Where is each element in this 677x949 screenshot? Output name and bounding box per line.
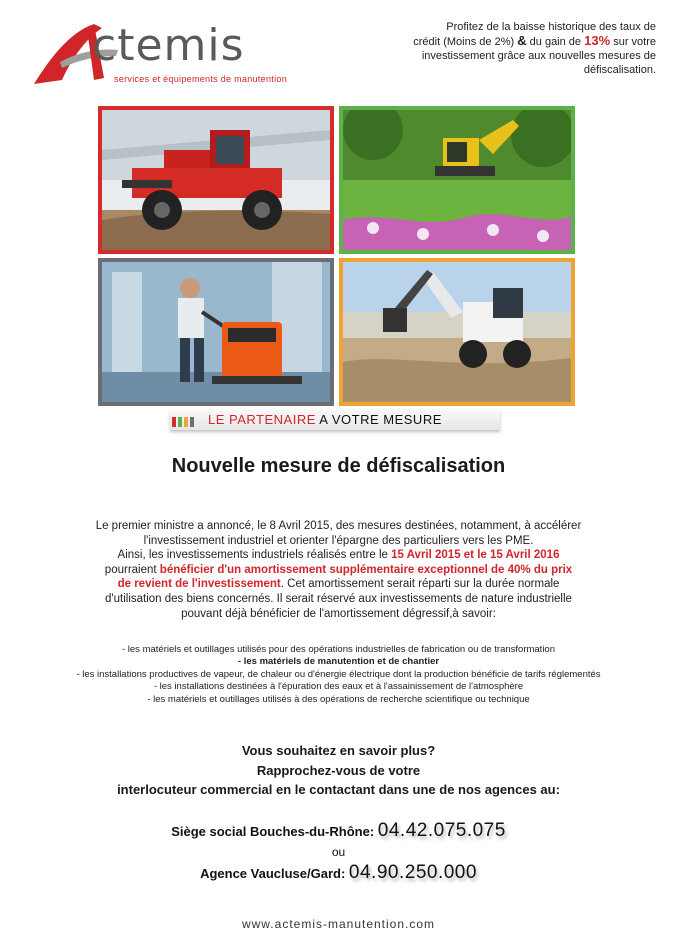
promo-highlight-percent: 13% — [584, 33, 611, 48]
body-line-3 — [20, 548, 657, 563]
promo-gain-text: du gain de — [529, 36, 582, 48]
siege-label: Siège social Bouches-du-Rhône — [171, 824, 370, 839]
agence-phone[interactable]: 04.90.250.000 — [348, 862, 477, 883]
body-line-2: l'investissement industriel et orienter l'épargne des particuliers vers les PME. — [143, 534, 534, 547]
or-separator: ou — [331, 845, 346, 859]
body-line-6: d'utilisation des biens concernés. Il serait réservé aux investissements de nature industrielle — [105, 592, 572, 605]
partner-rest-text: A VOTRE MESURE — [319, 412, 442, 427]
promo-line-3: investissement grâce aux nouvelles mesures de — [421, 50, 656, 62]
promo-text — [360, 20, 656, 77]
contact-block — [0, 818, 677, 886]
wheeled-excavator-image — [343, 262, 571, 402]
logo-tagline: services et équipements de manutention — [114, 74, 287, 84]
body-line-4 — [20, 563, 657, 578]
body-line-4-text: pourraient — [104, 563, 157, 576]
list-item: - les matériels de manutention et de chantier — [237, 656, 440, 668]
photo-telehandler — [98, 106, 334, 254]
agence-label: Agence Vaucluse/Gard — [200, 866, 341, 881]
promo-line-1: Profitez de la baisse historique des taux de — [446, 21, 656, 33]
promo-line-2 — [360, 34, 656, 49]
body-line-7: pouvant déjà bénéficier de l'amortissement dégressif,à savoir: — [181, 607, 496, 620]
company-logo — [30, 18, 320, 98]
siege-phone[interactable]: 04.42.075.075 — [377, 820, 506, 841]
logo-wordmark: ctemis — [92, 20, 245, 71]
list-item: - les installations productives de vapeur, de chaleur ou d'énergie électrique dont la production bénéficie de tarifs réglementés — [76, 668, 601, 680]
promo-line-4: défiscalisation. — [583, 64, 656, 76]
list-item: - les matériels et outillages utilisés pour des opérations industrielles de fabrication ou de transformation — [121, 644, 555, 655]
eligible-items-list — [0, 644, 677, 706]
promo-credit-text: crédit (Moins de 2%) — [413, 36, 515, 48]
partner-red-text: LE PARTENAIRE — [208, 412, 316, 427]
body-highlight-end: de revient de l'investissement — [117, 578, 281, 591]
mini-excavator-image — [343, 110, 571, 250]
body-line-5-text: . Cet amortissement serait réparti sur la durée normale — [280, 578, 560, 591]
agence-contact-row: Agence Vaucluse/Gard: 04.90.250.000 — [200, 862, 477, 883]
telehandler-image — [102, 110, 330, 250]
body-line-1: Le premier ministre a annoncé, le 8 Avril 2015, des mesures destinées, notamment, à accélérer — [95, 520, 582, 532]
promo-ampersand: & — [517, 33, 527, 48]
list-item: - les installations destinées à l'épuration des eaux et à l'assainissement de l'atmosphère — [153, 681, 524, 693]
page-title: Nouvelle mesure de défiscalisation — [171, 455, 506, 477]
cta-line-1: Vous souhaitez en savoir plus? — [241, 743, 436, 758]
siege-contact-row: Siège social Bouches-du-Rhône: 04.42.075.075 — [171, 820, 506, 841]
website-link[interactable]: www.actemis-manutention.com — [241, 917, 436, 931]
photo-wheeled-excavator — [339, 258, 575, 406]
body-text — [20, 519, 657, 621]
body-date-range: 15 Avril 2015 et le 15 Avril 2016 — [391, 549, 560, 562]
promo-sur-votre: sur votre — [613, 36, 656, 48]
body-amortization-highlight: bénéficier d'un amortissement supplémentaire exceptionnel de 40% du prix — [159, 563, 573, 576]
body-line-3-text: Ainsi, les investissements industriels réalisés entre le — [117, 549, 388, 562]
photo-pallet-truck — [98, 258, 334, 406]
list-item: - les matériels et outillages utilisés à des opérations de recherche scientifique ou technique — [147, 693, 530, 705]
cta-line-3: interlocuteur commercial en le contactant dans une de nos agences au: — [117, 782, 560, 797]
photo-mini-excavator — [339, 106, 575, 254]
body-line-5 — [20, 577, 657, 592]
pallet-truck-image — [102, 262, 330, 402]
call-to-action — [0, 741, 677, 800]
cta-line-2: Rapprochez-vous de votre — [256, 762, 421, 778]
color-bars-icon — [172, 415, 196, 430]
partner-tagline — [170, 410, 500, 430]
